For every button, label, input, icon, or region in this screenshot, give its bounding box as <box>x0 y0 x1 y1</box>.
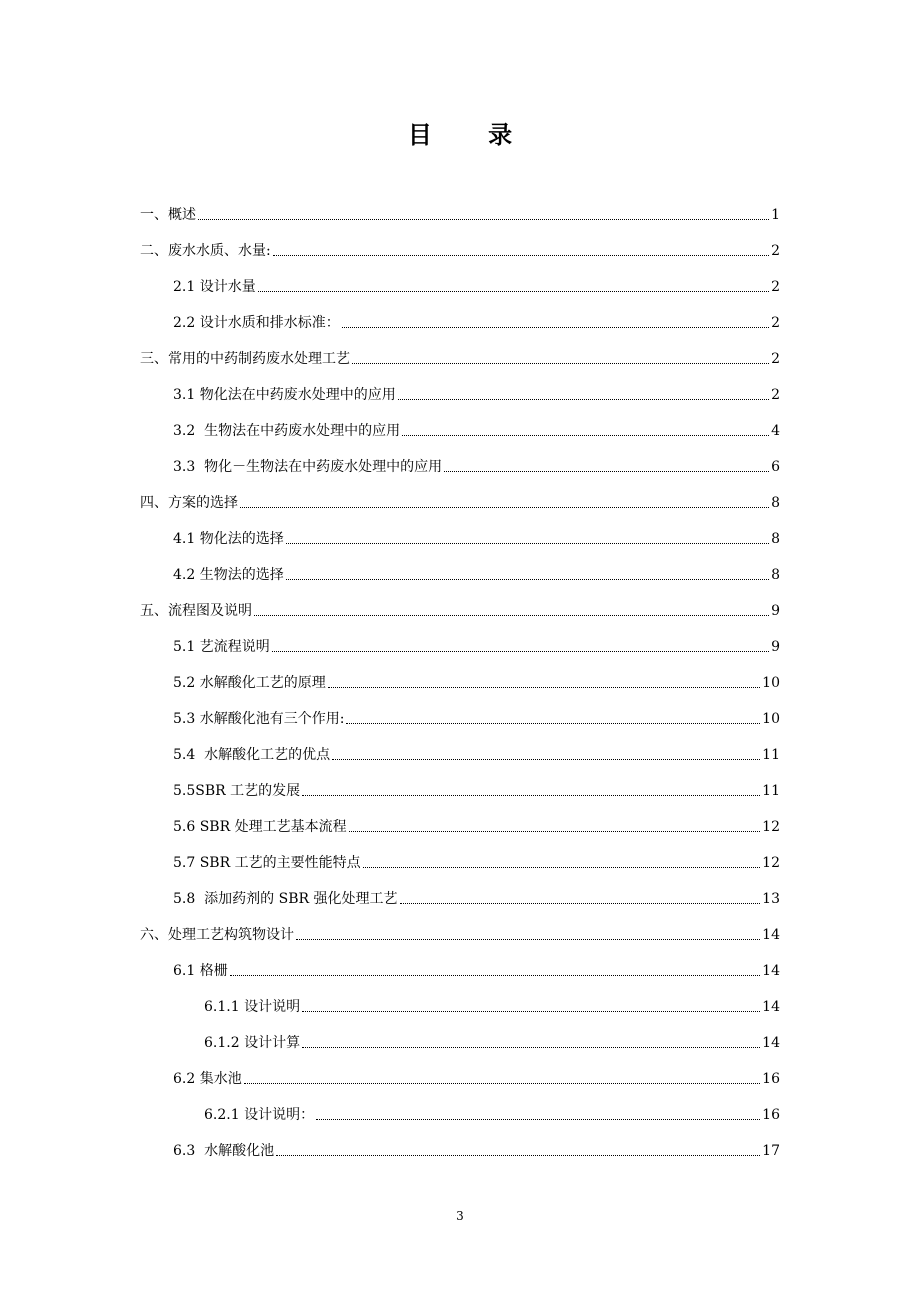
toc-entry[interactable] <box>173 814 780 836</box>
dot-leader <box>240 507 769 508</box>
toc-entry[interactable] <box>173 850 780 872</box>
toc-entry-page: 8 <box>771 495 780 511</box>
toc-entry-page: 2 <box>771 243 780 259</box>
toc-entry[interactable] <box>140 922 780 944</box>
toc-entry-page: 17 <box>762 1143 780 1159</box>
toc-entry[interactable] <box>173 310 780 332</box>
dot-leader <box>273 255 769 256</box>
toc-entry-label: 5.1 艺流程说明 <box>173 639 270 655</box>
dot-leader <box>302 1011 760 1012</box>
toc-entry[interactable] <box>204 1030 780 1052</box>
dot-leader <box>352 363 769 364</box>
dot-leader <box>332 759 760 760</box>
toc-entry-page: 9 <box>771 639 780 655</box>
toc-entry-label: 4.1 物化法的选择 <box>173 531 284 547</box>
toc-entry-label: 5.4 水解酸化工艺的优点 <box>173 747 331 763</box>
toc-entry[interactable] <box>173 742 780 764</box>
toc-entry-page: 4 <box>771 423 780 439</box>
toc-entry[interactable] <box>173 382 780 404</box>
dot-leader <box>398 399 769 400</box>
toc-entry[interactable] <box>204 1102 780 1124</box>
toc-entry-label: 2.2 设计水质和排水标准： <box>173 315 340 331</box>
toc-entry[interactable] <box>173 526 780 548</box>
dot-leader <box>400 903 761 904</box>
toc-entry-label: 3.2 生物法在中药废水处理中的应用 <box>173 423 401 439</box>
toc-entry-page: 16 <box>762 1071 780 1087</box>
toc-entry-label: 5.8 添加药剂的 SBR 强化处理工艺 <box>173 891 398 907</box>
toc-entry-label: 5.3 水解酸化池有三个作用: <box>173 711 345 727</box>
toc-entry-page: 2 <box>771 315 780 331</box>
toc-entry-label: 2.1 设计水量 <box>173 279 256 295</box>
toc-entry[interactable] <box>173 1066 780 1088</box>
toc-entry[interactable] <box>140 346 780 368</box>
toc-entry-label: 6.2 集水池 <box>173 1071 242 1087</box>
toc-entry-page: 10 <box>762 711 780 727</box>
toc-entry[interactable] <box>173 778 780 800</box>
toc-entry-label: 6.1 格栅 <box>173 963 228 979</box>
page-number: 3 <box>456 1209 464 1223</box>
toc-entry-label: 四、方案的选择 <box>140 495 238 511</box>
toc-entry[interactable] <box>140 238 780 260</box>
dot-leader <box>346 723 760 724</box>
toc-entry-page: 14 <box>762 1035 780 1051</box>
toc-entry-page: 2 <box>771 387 780 403</box>
toc-entry-label: 6.1.2 设计计算 <box>204 1035 301 1051</box>
toc-entry[interactable] <box>173 886 780 908</box>
toc-entry-label: 4.2 生物法的选择 <box>173 567 284 583</box>
toc-entry-page: 16 <box>762 1107 780 1123</box>
toc-entry-page: 2 <box>771 351 780 367</box>
toc-entry-page: 12 <box>762 819 780 835</box>
toc-entry-page: 6 <box>771 459 780 475</box>
dot-leader <box>302 795 760 796</box>
toc-entry-page: 12 <box>762 855 780 871</box>
toc-entry[interactable] <box>140 490 780 512</box>
toc-entry[interactable] <box>173 670 780 692</box>
dot-leader <box>258 291 769 292</box>
dot-leader <box>328 687 760 688</box>
toc-entry-label: 一、概述 <box>140 207 196 223</box>
toc-entry[interactable] <box>173 634 780 656</box>
dot-leader <box>402 435 769 436</box>
toc-entry-label: 6.1.1 设计说明 <box>204 999 301 1015</box>
toc-entry-label: 6.2.1 设计说明： <box>204 1107 315 1123</box>
dot-leader <box>244 1083 760 1084</box>
toc-entry[interactable] <box>173 1138 780 1160</box>
toc-entry-page: 11 <box>762 747 780 763</box>
toc-entry-page: 9 <box>771 603 780 619</box>
dot-leader <box>272 651 769 652</box>
toc-entry[interactable] <box>140 202 780 224</box>
toc-entry[interactable] <box>173 274 780 296</box>
dot-leader <box>286 543 769 544</box>
toc-entry[interactable] <box>140 598 780 620</box>
dot-leader <box>276 1155 760 1156</box>
dot-leader <box>349 831 761 832</box>
toc-entry-label: 六、处理工艺构筑物设计 <box>140 927 294 943</box>
dot-leader <box>363 867 761 868</box>
dot-leader <box>316 1119 760 1120</box>
toc-entry-page: 11 <box>762 783 780 799</box>
toc-entry[interactable] <box>173 958 780 980</box>
page-title: 目 录 <box>407 121 537 149</box>
dot-leader <box>302 1047 760 1048</box>
toc-entry-page: 8 <box>771 567 780 583</box>
dot-leader <box>286 579 769 580</box>
toc-entry-label: 二、废水水质、水量: <box>140 243 271 259</box>
dot-leader <box>230 975 760 976</box>
toc-entry-label: 五、流程图及说明 <box>140 603 252 619</box>
toc-entry-label: 3.1 物化法在中药废水处理中的应用 <box>173 387 396 403</box>
toc-entry-page: 13 <box>762 891 780 907</box>
toc-entry-label: 6.3 水解酸化池 <box>173 1143 275 1159</box>
toc-entry-page: 1 <box>771 207 780 223</box>
toc-entry-page: 2 <box>771 279 780 295</box>
dot-leader <box>296 939 760 940</box>
toc-entry[interactable] <box>173 706 780 728</box>
dot-leader <box>254 615 769 616</box>
toc-entry-label: 3.3 物化－生物法在中药废水处理中的应用 <box>173 459 443 475</box>
toc-entry[interactable] <box>173 418 780 440</box>
toc-entry-label: 三、常用的中药制药废水处理工艺 <box>140 351 350 367</box>
dot-leader <box>198 219 769 220</box>
toc-entry-label: 5.7 SBR 工艺的主要性能特点 <box>173 855 361 871</box>
dot-leader <box>342 327 769 328</box>
toc-entry[interactable] <box>173 454 780 476</box>
toc-entry-page: 14 <box>762 999 780 1015</box>
toc-entry-label: 5.6 SBR 处理工艺基本流程 <box>173 819 347 835</box>
toc-entry-page: 14 <box>762 927 780 943</box>
toc-entry-page: 14 <box>762 963 780 979</box>
toc-entry-page: 10 <box>762 675 780 691</box>
toc-entry[interactable] <box>204 994 780 1016</box>
dot-leader <box>444 471 769 472</box>
toc-entry-label: 5.2 水解酸化工艺的原理 <box>173 675 326 691</box>
toc-entry-page: 8 <box>771 531 780 547</box>
toc-entry-label: 5.5SBR 工艺的发展 <box>173 783 301 799</box>
toc-entry[interactable] <box>173 562 780 584</box>
